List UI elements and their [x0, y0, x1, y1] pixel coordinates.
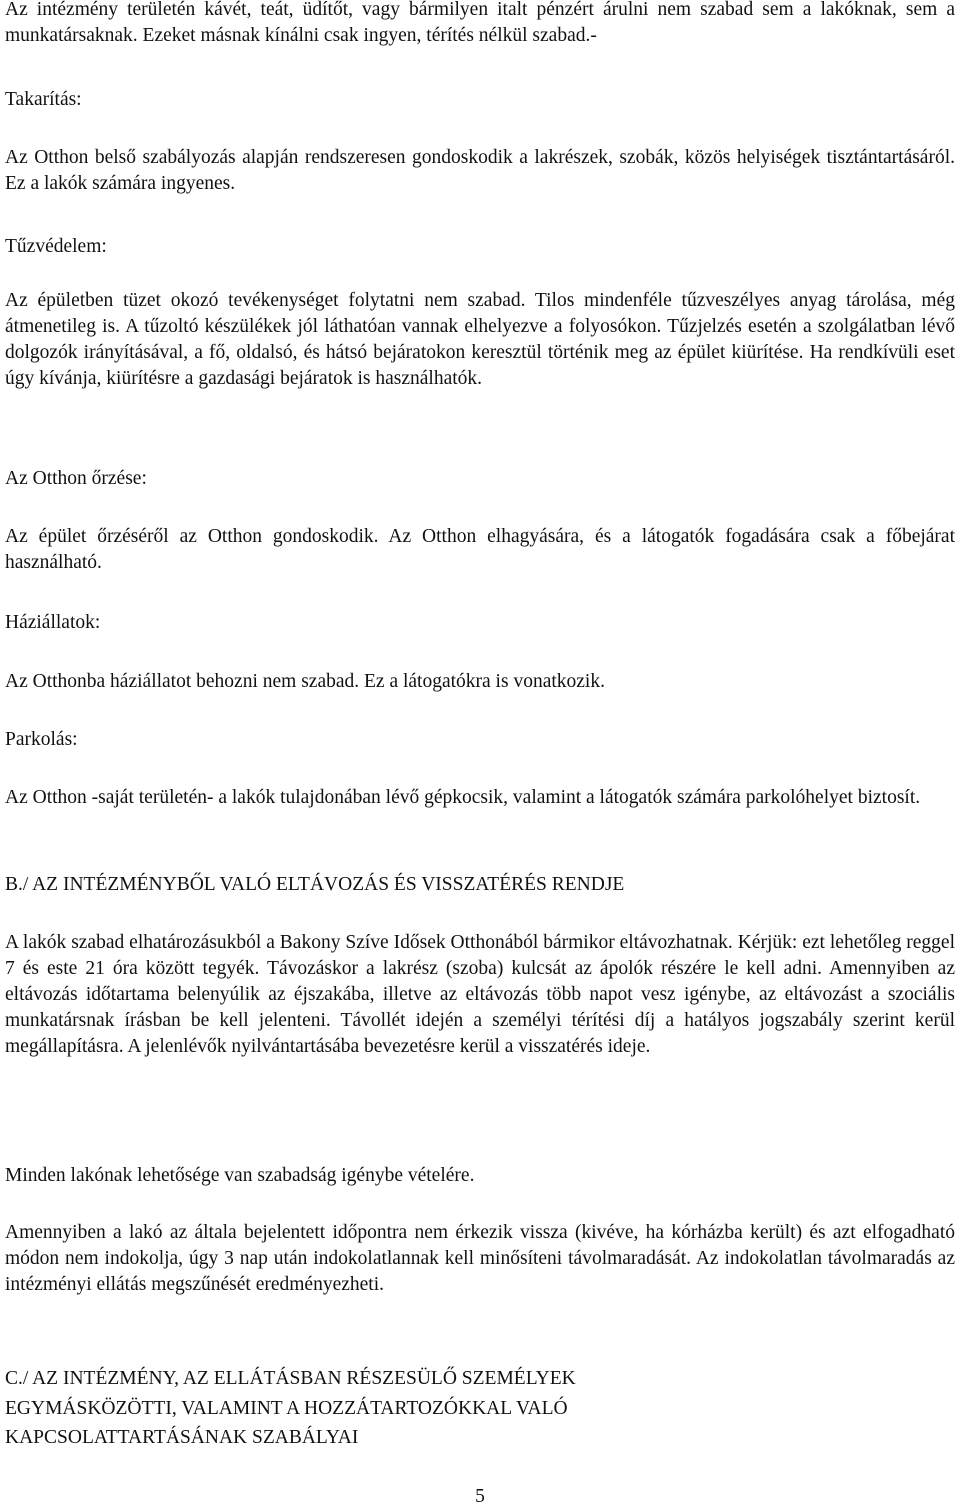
section-heading-haziallatok: Háziállatok: — [5, 612, 101, 633]
section-text-takaritas: Az Otthon belső szabályozás alapján rendszeresen gondoskodik a lakrészek, szobák, közös helyiségek tisztántartásáról. Ez a lakók számára ingyenes. — [5, 147, 955, 194]
section-b-paragraph-2: Minden lakónak lehetősége van szabadság igénybe vételére. — [5, 1165, 475, 1186]
section-b-title: B./ AZ INTÉZMÉNYBŐL VALÓ ELTÁVOZÁS ÉS VISSZATÉRÉS RENDJE — [5, 874, 625, 895]
section-heading-tuzvedelem: Tűzvédelem: — [5, 236, 107, 257]
document-page — [5, 0, 955, 1509]
section-heading-orzes: Az Otthon őrzése: — [5, 468, 147, 489]
section-c-title-line-2: EGYMÁSKÖZÖTTI, VALAMINT A HOZZÁTARTOZÓKKAL VALÓ — [5, 1398, 568, 1419]
section-text-orzes: Az épület őrzéséről az Otthon gondoskodik. Az Otthon elhagyására, és a látogatók fogadására csak a főbejárat használható. — [5, 526, 955, 573]
section-b-paragraph-1: A lakók szabad elhatározásukból a Bakony Szíve Idősek Otthonából bármikor eltávozhatnak. Kérjük: ezt lehetőleg reggel 7 és este 21 óra között tegyék. Távozáskor a lakrész (szoba) kulcsát az ápolók részére le kell adni. Amennyiben az eltávozás időtartama belenyúlik az éjszakába, illetve az eltávozás több napot vesz igénybe, az eltávozást a szociális munkatársnak írásban be kell jelenteni. Távollét idején a személyi térítési díj a hatályos jogszabály szerint kerül megállapításra. A jelenlévők nyilvántartásába bevezetésre kerül a visszatérés ideje. — [5, 932, 955, 1057]
section-text-haziallatok: Az Otthonba háziállatot behozni nem szabad. Ez a látogatókra is vonatkozik. — [5, 671, 605, 692]
section-heading-takaritas: Takarítás: — [5, 89, 82, 110]
section-b-paragraph-3: Amennyiben a lakó az általa bejelentett időpontra nem érkezik vissza (kivéve, ha kórházba került) és azt elfogadható módon nem indokolja, úgy 3 nap után indokolatlannak kell minősíteni távolmaradását. Az indokolatlan távolmaradás az intézményi ellátás megszűnését eredményezheti. — [5, 1222, 955, 1295]
section-text-parkolas: Az Otthon -saját területén- a lakók tulajdonában lévő gépkocsik, valamint a látogatók számára parkolóhelyet biztosít. — [5, 787, 921, 808]
section-text-tuzvedelem: Az épületben tüzet okozó tevékenységet folytatni nem szabad. Tilos mindenféle tűzveszélyes anyag tárolása, még átmenetileg is. A tűzoltó készülékek jól láthatóan vannak elhelyezve a folyosókon. Tűzjelzés esetén a szolgálatban lévő dolgozók irányításával, a fő, oldalsó, és hátsó bejáratokon keresztül történik meg az épület kiürítése. Ha rendkívüli eset úgy kívánja, kiürítésre a gazdasági bejáratok is használhatók. — [5, 290, 955, 389]
section-c-title-line-3: KAPCSOLATTARTÁSÁNAK SZABÁLYAI — [5, 1427, 359, 1448]
page-number: 5 — [475, 1486, 485, 1507]
section-c-title-line-1: C./ AZ INTÉZMÉNY, AZ ELLÁTÁSBAN RÉSZESÜLŐ SZEMÉLYEK — [5, 1368, 576, 1389]
intro-paragraph: Az intézmény területén kávét, teát, üdítőt, vagy bármilyen italt pénzért árulni nem szabad sem a lakóknak, sem a munkatársaknak. Ezeket másnak kínálni csak ingyen, térítés nélkül szabad.- — [5, 0, 955, 46]
section-heading-parkolas: Parkolás: — [5, 729, 78, 750]
